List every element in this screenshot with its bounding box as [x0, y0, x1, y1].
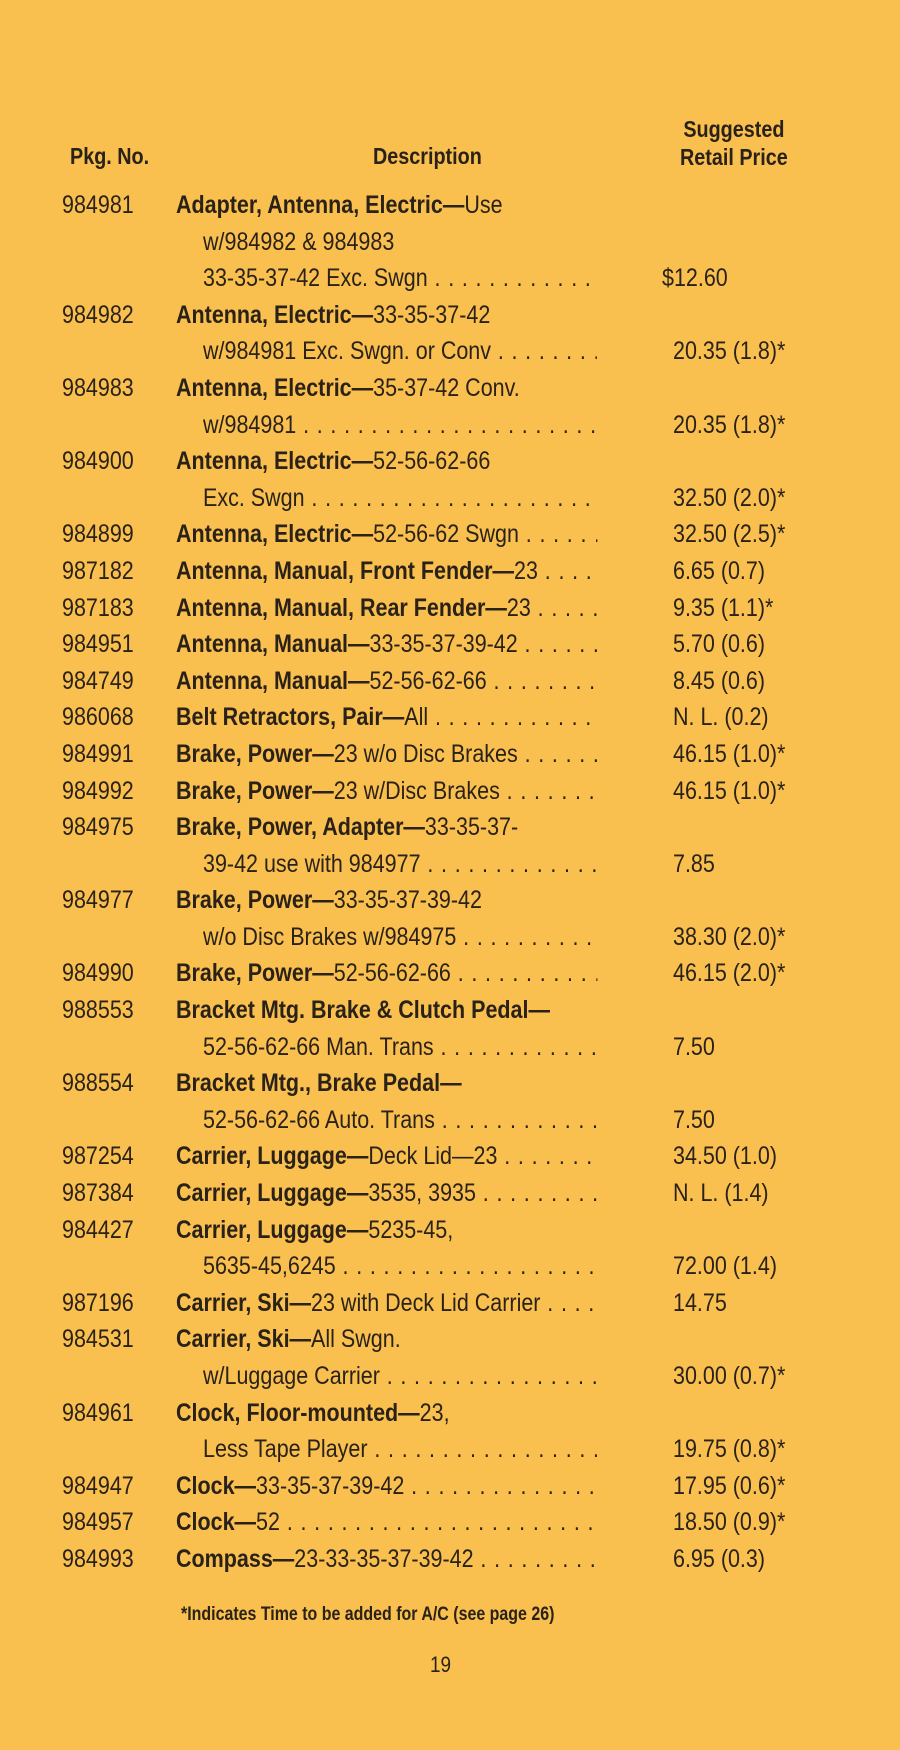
- table-row: [0, 1541, 900, 1578]
- row-first-line: [0, 370, 900, 407]
- row-first-line: [0, 955, 900, 992]
- item-title: Antenna, Electric—: [176, 300, 374, 329]
- item-title: Antenna, Manual—: [176, 630, 370, 659]
- footnote: *Indicates Time to be added for A/C (see page 26): [181, 1604, 555, 1625]
- item-detail: All: [404, 703, 429, 732]
- item-price: 32.50 (2.5)*: [673, 520, 786, 549]
- pkg-number: 987183: [62, 593, 134, 622]
- item-price: 30.00 (0.7)*: [673, 1362, 786, 1390]
- table-row: [0, 882, 900, 955]
- item-price: 6.65 (0.7): [673, 556, 766, 585]
- item-title: Brake, Power—: [176, 739, 334, 768]
- item-title: Compass—: [176, 1544, 295, 1573]
- row-first-line: [0, 590, 900, 627]
- row-first-line: [0, 736, 900, 773]
- pkg-number: 984981: [62, 191, 134, 219]
- item-title: Bracket Mtg., Brake Pedal—: [176, 1069, 462, 1098]
- item-description: [176, 1468, 597, 1505]
- item-description: [176, 809, 597, 846]
- item-detail: 23 w/o Disc Brakes: [333, 739, 518, 768]
- item-detail: 52-56-62 Swgn: [373, 520, 519, 549]
- row-first-line: [0, 553, 900, 590]
- item-detail: 23 w/Disc Brakes: [333, 776, 500, 805]
- item-description-continued: 39-42 use with 984977 . . .: [203, 846, 597, 883]
- item-price: 7.85: [673, 849, 715, 878]
- item-detail: 52-56-62-66: [369, 666, 487, 695]
- pkg-number: 986068: [62, 703, 134, 732]
- row-continuation-line: [0, 1248, 900, 1285]
- item-description: [176, 955, 597, 992]
- header-price-line2: Retail Price: [680, 144, 788, 170]
- item-title: Carrier, Ski—: [176, 1325, 312, 1354]
- row-first-line: [0, 626, 900, 663]
- item-price: 20.35 (1.8)*: [673, 337, 786, 366]
- table-row: [0, 297, 900, 370]
- item-price: $12.60: [662, 264, 728, 293]
- item-description: [176, 1541, 597, 1578]
- item-title: Antenna, Electric—: [176, 520, 374, 549]
- pkg-number: 987254: [62, 1142, 134, 1171]
- row-first-line: [0, 1541, 900, 1578]
- item-description-continued: 52-56-62-66 Auto. Trans . . .: [203, 1102, 597, 1139]
- item-detail: 23: [506, 593, 531, 622]
- item-title: Antenna, Manual, Front Fender—: [176, 556, 515, 585]
- row-continuation-line: [0, 1358, 900, 1395]
- item-description: [176, 590, 597, 627]
- row-first-line: [0, 1138, 900, 1175]
- row-first-line: [0, 699, 900, 736]
- item-detail: Deck Lid—23: [368, 1142, 498, 1171]
- row-first-line: [0, 1285, 900, 1322]
- item-title: Adapter, Antenna, Electric—: [176, 191, 465, 219]
- item-description: [176, 699, 597, 736]
- pkg-number: 984982: [62, 300, 134, 329]
- item-title: Carrier, Luggage—: [176, 1142, 369, 1171]
- table-row: [0, 443, 900, 516]
- pkg-number: 984992: [62, 776, 134, 805]
- item-title: Clock, Floor-mounted—: [176, 1398, 420, 1427]
- table-row: [0, 1065, 900, 1138]
- item-price: 20.35 (1.8)*: [673, 410, 786, 439]
- item-description-continued: w/984981 . . .: [203, 407, 597, 444]
- table-row: [0, 809, 900, 882]
- item-price: 32.50 (2.0)*: [673, 483, 786, 512]
- table-row: [0, 699, 900, 736]
- item-detail: 23-33-35-37-39-42: [294, 1544, 474, 1573]
- table-row: [0, 736, 900, 773]
- parts-list: [0, 187, 900, 1578]
- row-first-line: [0, 443, 900, 480]
- item-description: [176, 1175, 597, 1212]
- item-description: [176, 626, 597, 663]
- item-price: N. L. (0.2): [673, 703, 769, 732]
- item-detail: 33-35-37-42: [373, 300, 491, 329]
- item-description-continued: Less Tape Player . . .: [203, 1431, 597, 1468]
- item-description: [176, 992, 597, 1029]
- row-first-line: [0, 1395, 900, 1432]
- item-detail: 33-35-37-39-42: [333, 886, 482, 915]
- item-description-continued: w/984982 & 984983: [203, 227, 395, 256]
- pkg-number: 987384: [62, 1179, 134, 1208]
- item-description: [176, 1285, 597, 1322]
- row-first-line: [0, 1321, 900, 1358]
- table-row: [0, 187, 900, 297]
- row-continuation-line: [0, 480, 900, 517]
- item-description: [176, 1138, 597, 1175]
- pkg-number: 984531: [62, 1325, 134, 1354]
- row-continuation-line: [0, 1102, 900, 1139]
- item-description-continued: w/984981 Exc. Swgn. or Conv . . .: [203, 333, 597, 370]
- pkg-number: 987182: [62, 556, 134, 585]
- item-detail: Use: [464, 191, 503, 219]
- row-first-line: [0, 663, 900, 700]
- item-title: Carrier, Ski—: [176, 1288, 312, 1317]
- row-continuation-line: [0, 1431, 900, 1468]
- item-detail: 23 with Deck Lid Carrier: [311, 1288, 541, 1317]
- row-continuation-line: [0, 1029, 900, 1066]
- item-price: 17.95 (0.6)*: [673, 1471, 786, 1500]
- item-title: Carrier, Luggage—: [176, 1215, 369, 1244]
- item-price: 6.95 (0.3): [673, 1544, 766, 1573]
- table-row: [0, 516, 900, 553]
- item-price: 72.00 (1.4): [673, 1252, 777, 1281]
- table-row: [0, 626, 900, 663]
- item-detail: 35-37-42 Conv.: [373, 373, 520, 402]
- table-row: [0, 590, 900, 627]
- item-title: Belt Retractors, Pair—: [176, 703, 405, 732]
- item-title: Antenna, Manual—: [176, 666, 370, 695]
- item-price: 46.15 (1.0)*: [673, 739, 786, 768]
- item-detail: 52-56-62-66: [373, 447, 491, 476]
- item-description: [176, 187, 597, 224]
- item-description: [176, 553, 597, 590]
- table-row: [0, 992, 900, 1065]
- row-first-line: [0, 516, 900, 553]
- item-detail: 52-56-62-66: [333, 959, 451, 988]
- item-description-continued: 33-35-37-42 Exc. Swgn . . .: [203, 260, 597, 297]
- header-retail-price: [680, 115, 788, 171]
- item-description-continued: w/o Disc Brakes w/984975 . . .: [203, 919, 597, 956]
- row-continuation-line: [0, 846, 900, 883]
- item-price: 9.35 (1.1)*: [673, 593, 774, 622]
- table-row: [0, 1175, 900, 1212]
- pkg-number: 984899: [62, 520, 134, 549]
- row-first-line: [0, 187, 900, 224]
- item-description-continued: 5635-45,6245 . . .: [203, 1248, 597, 1285]
- row-continuation-line: [0, 919, 900, 956]
- page-number: 19: [430, 1652, 452, 1677]
- row-first-line: [0, 1065, 900, 1102]
- item-detail: 3535, 3935: [368, 1179, 476, 1208]
- item-title: Antenna, Manual, Rear Fender—: [176, 593, 507, 622]
- item-price: 7.50: [673, 1032, 715, 1061]
- item-description: [176, 1395, 597, 1432]
- item-price: 34.50 (1.0): [673, 1142, 777, 1171]
- item-title: Brake, Power—: [176, 776, 334, 805]
- row-first-line: [0, 1212, 900, 1249]
- table-row: [0, 773, 900, 810]
- item-description: [176, 882, 597, 919]
- item-title: Clock—: [176, 1471, 257, 1500]
- item-description: [176, 516, 597, 553]
- item-description-continued: 52-56-62-66 Man. Trans . . .: [203, 1029, 597, 1066]
- pkg-number: 984993: [62, 1544, 134, 1573]
- row-first-line: [0, 297, 900, 334]
- item-price: 38.30 (2.0)*: [673, 922, 786, 951]
- item-price: 5.70 (0.6): [673, 630, 766, 659]
- pkg-number: 984983: [62, 373, 134, 402]
- item-detail: 33-35-37-: [424, 813, 519, 842]
- item-description: [176, 1065, 597, 1102]
- table-row: [0, 1395, 900, 1468]
- row-first-line: [0, 1468, 900, 1505]
- item-detail: 5235-45,: [368, 1215, 454, 1244]
- pkg-number: 988553: [62, 996, 134, 1025]
- header-description: Description: [373, 143, 482, 169]
- row-first-line: [0, 882, 900, 919]
- item-title: Brake, Power, Adapter—: [176, 813, 425, 842]
- item-price: 46.15 (2.0)*: [673, 959, 786, 988]
- item-title: Antenna, Electric—: [176, 447, 374, 476]
- item-description: [176, 663, 597, 700]
- item-detail: 52: [256, 1508, 280, 1537]
- row-first-line: [0, 1175, 900, 1212]
- table-row: [0, 1504, 900, 1541]
- item-title: Clock—: [176, 1508, 257, 1537]
- row-first-line: [0, 773, 900, 810]
- row-continuation-line: [0, 224, 900, 261]
- item-description: [176, 1504, 597, 1541]
- row-first-line: [0, 1504, 900, 1541]
- item-price: N. L. (1.4): [673, 1179, 769, 1208]
- row-continuation-line: [0, 333, 900, 370]
- item-description: [176, 773, 597, 810]
- item-title: Antenna, Electric—: [176, 373, 374, 402]
- pkg-number: 984991: [62, 739, 134, 768]
- pkg-number: 984900: [62, 447, 134, 476]
- item-detail: 33-35-37-39-42: [369, 630, 518, 659]
- pkg-number: 984990: [62, 959, 134, 988]
- pkg-number: 984977: [62, 886, 134, 915]
- table-row: [0, 1321, 900, 1394]
- item-description: [176, 1321, 597, 1358]
- table-row: [0, 1138, 900, 1175]
- item-description: [176, 370, 597, 407]
- item-title: Carrier, Luggage—: [176, 1179, 369, 1208]
- item-description-continued: w/Luggage Carrier . . .: [203, 1358, 597, 1395]
- pkg-number: 984951: [62, 630, 134, 659]
- table-row: [0, 1212, 900, 1285]
- item-title: Brake, Power—: [176, 886, 334, 915]
- pkg-number: 984749: [62, 666, 134, 695]
- item-description: [176, 443, 597, 480]
- item-price: 8.45 (0.6): [673, 666, 766, 695]
- item-price: 14.75: [673, 1288, 727, 1317]
- header-price-line1: Suggested: [683, 116, 785, 142]
- pkg-number: 984975: [62, 813, 134, 842]
- item-title: Bracket Mtg. Brake & Clutch Pedal—: [176, 996, 550, 1025]
- header-pkg-no: Pkg. No.: [70, 143, 150, 169]
- pkg-number: 984947: [62, 1471, 134, 1500]
- item-detail: 33-35-37-39-42: [256, 1471, 405, 1500]
- item-detail: All Swgn.: [311, 1325, 401, 1354]
- item-price: 19.75 (0.8)*: [673, 1435, 786, 1464]
- row-first-line: [0, 809, 900, 846]
- table-row: [0, 955, 900, 992]
- item-price: 18.50 (0.9)*: [673, 1508, 786, 1537]
- item-description: [176, 736, 597, 773]
- table-row: [0, 663, 900, 700]
- item-description: [176, 1212, 597, 1249]
- row-continuation-line: [0, 407, 900, 444]
- table-row: [0, 1468, 900, 1505]
- pkg-number: 984957: [62, 1508, 134, 1537]
- item-price: 7.50: [673, 1105, 715, 1134]
- table-row: [0, 1285, 900, 1322]
- item-description-continued: Exc. Swgn . . .: [203, 480, 597, 517]
- item-title: Brake, Power—: [176, 959, 334, 988]
- pkg-number: 984427: [62, 1215, 134, 1244]
- pkg-number: 988554: [62, 1069, 134, 1098]
- row-first-line: [0, 992, 900, 1029]
- table-row: [0, 370, 900, 443]
- item-detail: 23,: [419, 1398, 450, 1427]
- pkg-number: 984961: [62, 1398, 134, 1427]
- item-detail: 23: [514, 556, 538, 585]
- table-row: [0, 553, 900, 590]
- item-description: [176, 297, 597, 334]
- pkg-number: 987196: [62, 1288, 134, 1317]
- row-continuation-line: [0, 260, 900, 297]
- item-price: 46.15 (1.0)*: [673, 776, 786, 805]
